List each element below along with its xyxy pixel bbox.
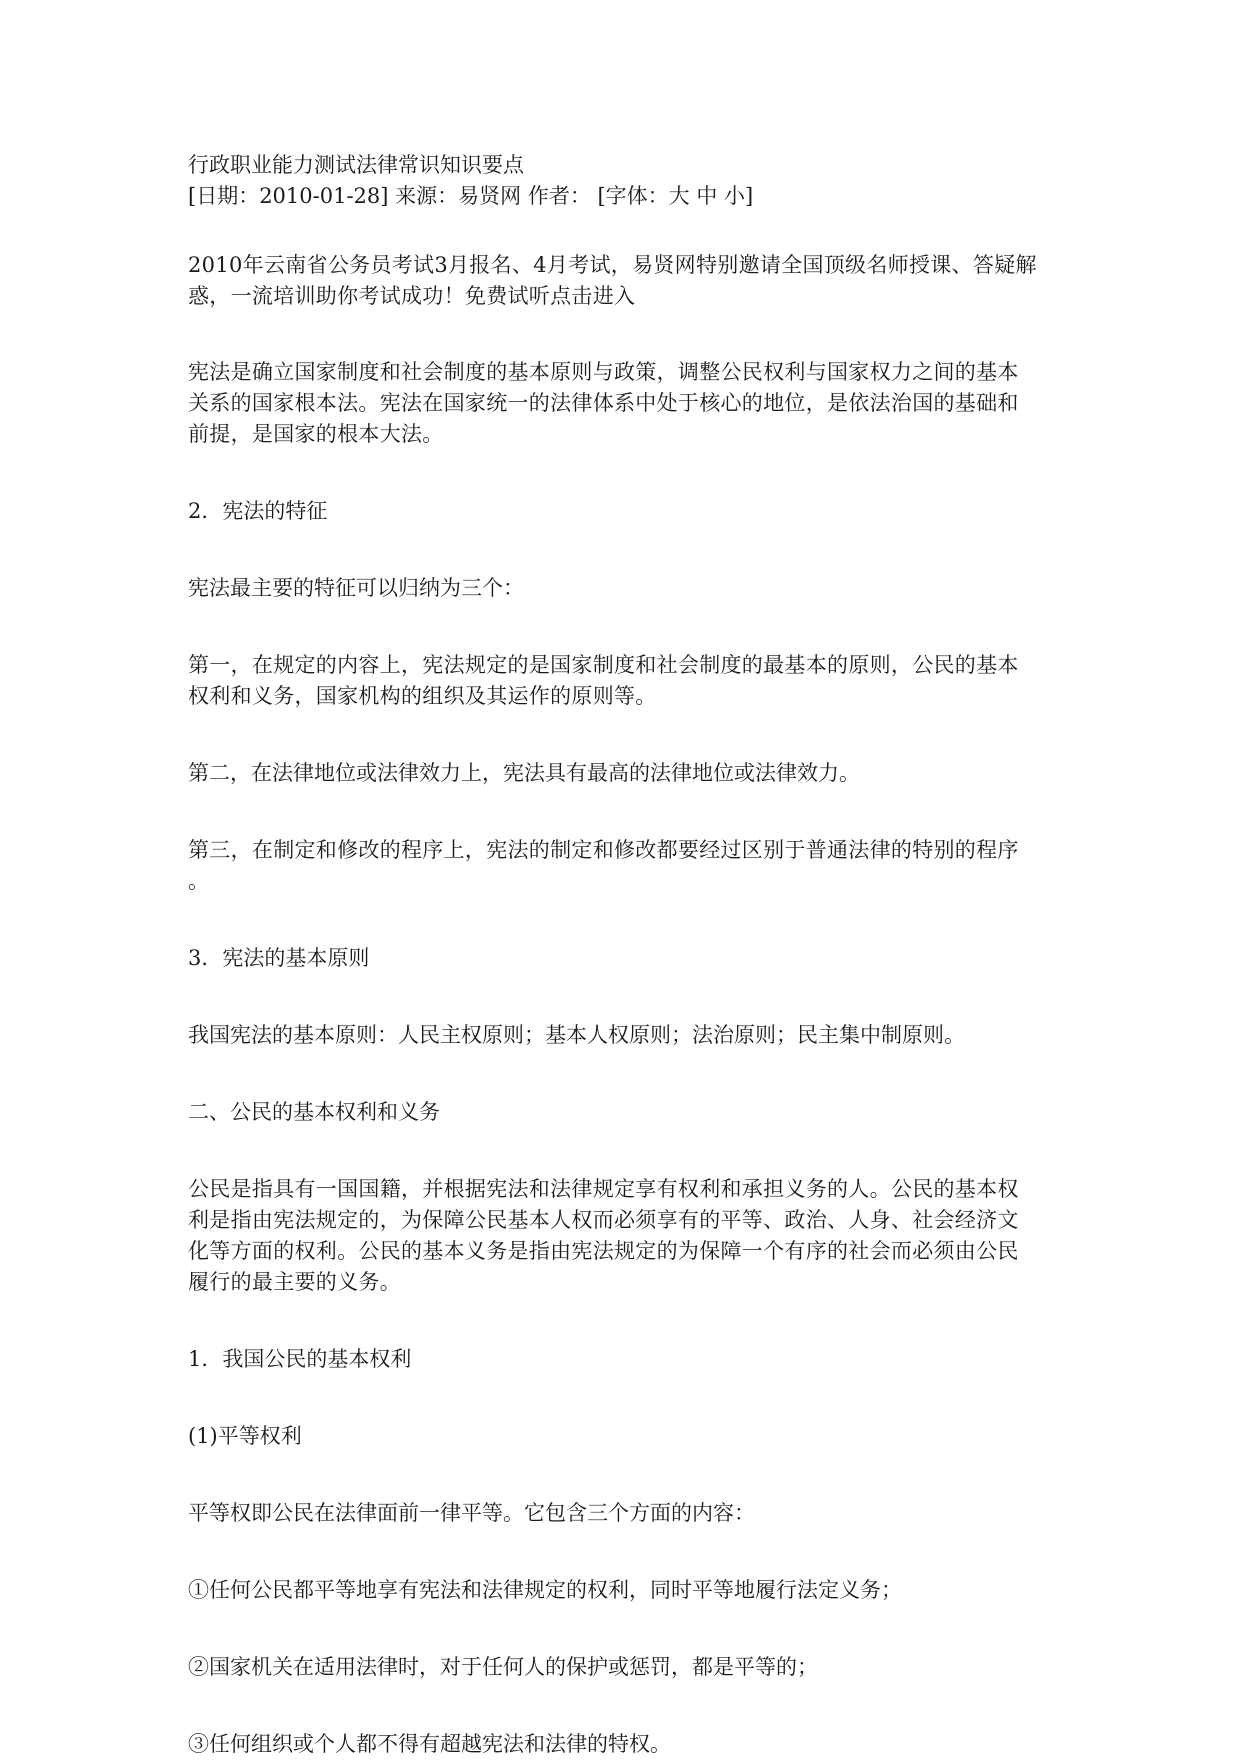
section-heading-rights: 1．我国公民的基本权利 bbox=[188, 1347, 412, 1371]
definition-line: 前提，是国家的根本大法。 bbox=[188, 422, 444, 446]
definition-line: 宪法是确立国家制度和社会制度的基本原则与政策，调整公民权利与国家权力之间的基本 bbox=[188, 360, 1019, 384]
feature-two: 第二，在法律地位或法律效力上，宪法具有最高的法律地位或法律效力。 bbox=[188, 761, 860, 785]
section-heading-principles: 3．宪法的基本原则 bbox=[188, 946, 370, 970]
equality-item-3: ③任何组织或个人都不得有超越宪法和法律的特权。 bbox=[188, 1732, 671, 1756]
document-page bbox=[188, 150, 1054, 1760]
equality-item-1: ①任何公民都平等地享有宪法和法律规定的权利，同时平等地履行法定义务； bbox=[188, 1578, 902, 1602]
document-meta: [日期：2010-01-28] 来源：易贤网 作者： [字体：大 中 小] bbox=[188, 184, 754, 208]
citizen-line: 化等方面的权利。公民的基本义务是指由宪法规定的为保障一个有序的社会而必须由公民 bbox=[188, 1239, 1019, 1263]
citizen-line: 履行的最主要的义务。 bbox=[188, 1270, 401, 1294]
features-intro: 宪法最主要的特征可以归纳为三个： bbox=[188, 576, 524, 600]
section-heading-rights-duties: 二、公民的基本权利和义务 bbox=[188, 1100, 440, 1124]
equality-item-2: ②国家机关在适用法律时，对于任何人的保护或惩罚，都是平等的； bbox=[188, 1655, 818, 1679]
section-heading-equality: (1)平等权利 bbox=[188, 1424, 302, 1448]
principles-text: 我国宪法的基本原则：人民主权原则；基本人权原则；法治原则；民主集中制原则。 bbox=[188, 1023, 965, 1047]
feature-three-line: 第三，在制定和修改的程序上，宪法的制定和修改都要经过区别于普通法律的特别的程序 bbox=[188, 838, 1019, 862]
intro-line: 2010年云南省公务员考试3月报名、4月考试，易贤网特别邀请全国顶级名师授课、答疑解 bbox=[188, 253, 1037, 277]
citizen-line: 公民是指具有一国国籍，并根据宪法和法律规定享有权利和承担义务的人。公民的基本权 bbox=[188, 1177, 1019, 1201]
intro-paragraph bbox=[188, 250, 1054, 312]
feature-one-paragraph bbox=[188, 650, 1054, 712]
feature-three-paragraph bbox=[188, 835, 1054, 897]
feature-one-line: 第一，在规定的内容上，宪法规定的是国家制度和社会制度的最基本的原则，公民的基本 bbox=[188, 653, 1019, 677]
feature-one-line: 权利和义务，国家机构的组织及其运作的原则等。 bbox=[188, 684, 657, 708]
equality-intro: 平等权即公民在法律面前一律平等。它包含三个方面的内容： bbox=[188, 1501, 755, 1525]
feature-three-line: 。 bbox=[188, 869, 210, 893]
citizen-line: 利是指由宪法规定的，为保障公民基本人权而必须享有的平等、政治、人身、社会经济文 bbox=[188, 1208, 1019, 1232]
document-header bbox=[188, 150, 1054, 212]
citizen-paragraph bbox=[188, 1174, 1054, 1298]
definition-paragraph bbox=[188, 357, 1054, 450]
document-title: 行政职业能力测试法律常识知识要点 bbox=[188, 153, 524, 177]
intro-line: 惑，一流培训助你考试成功！免费试听点击进入 bbox=[188, 284, 636, 308]
section-heading-features: 2．宪法的特征 bbox=[188, 499, 328, 523]
definition-line: 关系的国家根本法。宪法在国家统一的法律体系中处于核心的地位，是依法治国的基础和 bbox=[188, 391, 1019, 415]
